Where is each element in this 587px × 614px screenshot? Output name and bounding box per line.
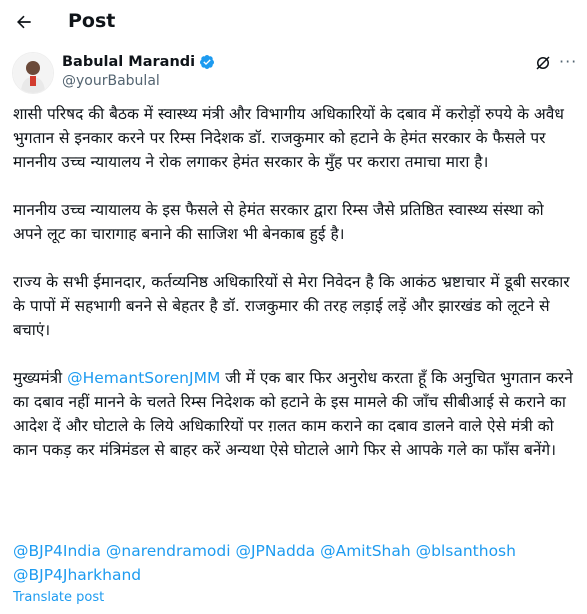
more-options-icon[interactable]: ···	[559, 52, 578, 71]
mention-list	[13, 539, 575, 587]
avatar[interactable]	[12, 52, 54, 94]
author-name[interactable]	[62, 54, 215, 70]
page-title: Post	[68, 10, 116, 32]
post-paragraph-2: माननीय उच्च न्यायालय के इस फैसले से हेमंत सरकार द्वारा रिम्स जैसे प्रतिष्ठित स्वास्थ्य संस्था को अपने लूट का चारागाह बनाने की साजिश भी बेनकाब हुई है।	[13, 201, 544, 243]
grok-icon[interactable]	[534, 54, 552, 72]
post-paragraph-4	[13, 366, 575, 462]
mention-bjp4india[interactable]: @BJP4India	[13, 542, 101, 560]
post-paragraph-1: शासी परिषद की बैठक में स्वास्थ्य मंत्री और विभागीय अधिकारियों के दबाव में करोड़ों रुपये के अवैध भुगतान से इनकार करने पर रिम्स निदेशक डॉ. राजकुमार को हटाने के हेमंत सरकार के फैसले पर माननीय उच्च न्यायालय ने रोक लगाकर हेमंत सरकार के मुँह पर करारा तमाचा मारा है।	[13, 105, 564, 171]
post-body	[13, 102, 575, 486]
post-header	[0, 0, 587, 46]
mention-narendramodi[interactable]: @narendramodi	[105, 542, 231, 560]
author-handle[interactable]: @yourBabulal	[62, 73, 160, 89]
mention-hemantsorenjmm[interactable]: @HemantSorenJMM	[67, 369, 221, 387]
back-arrow-icon[interactable]	[10, 8, 38, 36]
mention-bjp4jharkhand[interactable]: @BJP4Jharkhand	[13, 566, 142, 584]
translate-post-link[interactable]: Translate post	[13, 590, 105, 605]
post-paragraph-3: राज्य के सभी ईमानदार, कर्तव्यनिष्ठ अधिकारियों से मेरा निवेदन है कि आकंठ भ्रष्टाचार में डूबी सरकार के पापों में सहभागी बनने से बेहतर है डॉ. राजकुमार की तरह लड़ाई लड़ें और झारखंड को लूटने से बचाएं।	[13, 273, 570, 339]
mention-blsanthosh[interactable]: @blsanthosh	[415, 542, 516, 560]
verified-badge-icon	[199, 54, 215, 70]
p4-prefix: मुख्यमंत्री	[13, 369, 68, 387]
mention-jpnadda[interactable]: @JPNadda	[235, 542, 316, 560]
p4-suffix: जी में एक बार फिर अनुरोध करता हूँ कि अनुचित भुगतान करने का दबाव नहीं मानने के चलते रिम्स निदेशक को हटाने के इस मामले की जाँच सीबीआई से कराने का आदेश दें और घोटाले के लिये अधिकारियों पर ग़लत काम कराने का दबाव डालने वाले ऐसे मंत्री को कान पकड़ कर मंत्रिमंडल से बाहर करें अन्यथा ऐसे घोटाले आगे फिर से आपके गले का फाँस बनेंगे।	[13, 369, 573, 459]
mention-amitshah[interactable]: @AmitShah	[320, 542, 411, 560]
author-name-text[interactable]: Babulal Marandi	[62, 54, 196, 70]
